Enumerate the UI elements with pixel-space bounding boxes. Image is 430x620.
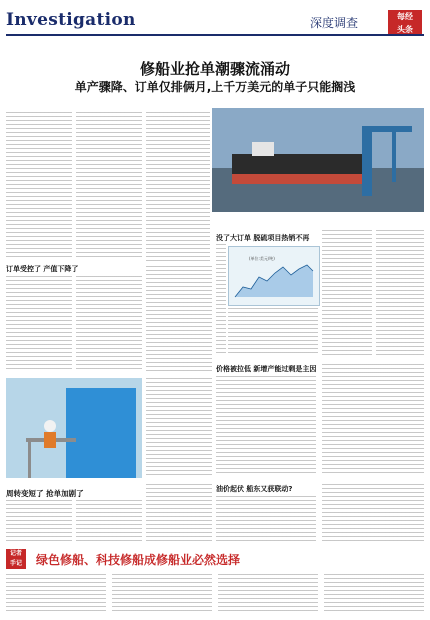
body-text-block [218,574,318,614]
section-title: 深度调查 [310,16,359,30]
body-text-block [324,574,424,614]
body-text-block [6,276,72,372]
body-text-block [146,484,212,544]
section-heading: 没了大订单 脱硫项目热销不再 [216,234,310,242]
headline-main: 修船业抢单潮骤流涌动 [139,60,290,78]
badge-line-1: 每经 [397,12,413,21]
section-heading: 订单受控了 产值下降了 [6,265,79,273]
body-text-block [6,574,106,614]
body-text-block [146,112,210,262]
body-text-block [76,276,142,372]
body-text-block [6,112,72,257]
section-badge [388,10,422,36]
commentary-title: 绿色修船、科技修船成修船业必然选择 [36,553,241,567]
body-text-block [322,484,424,544]
body-text-block [146,378,212,478]
body-text-block [112,574,212,614]
body-text-block [6,500,72,544]
reporter-tag-line-1: 记者 [9,550,22,557]
body-text-block [322,230,372,358]
chart-plot [229,247,319,305]
ship-drydock-photo [212,108,424,212]
body-text-block [376,230,424,358]
price-chart [228,246,320,306]
section-heading: 周转变短了 抢单加剧了 [6,489,84,498]
body-text-block [76,500,142,544]
chart-area [235,265,313,297]
body-text-block [146,266,212,372]
body-text-block [216,496,316,544]
body-text-block [322,364,424,476]
chart-unit: (单位:美元/吨) [249,256,275,261]
headline-sub: 单产骤降、订单仅排俩月,上千万美元的单子只能搁浅 [74,80,356,94]
body-text-block [228,308,318,356]
worker-photo [6,378,142,478]
photo-caption [212,214,424,218]
photo-caption [6,480,142,484]
section-heading: 油价起伏 船东又获联动? [216,485,293,493]
body-text-block [216,376,316,476]
body-text-block [76,112,142,257]
reporter-note-tag [6,549,26,569]
body-text-block [216,244,226,356]
reporter-tag-line-2: 手记 [9,560,22,567]
masthead-rule [6,34,424,36]
section-heading: 价格被拉低 新增产能过剩是主因 [216,365,317,373]
badge-line-2: 头条 [397,25,413,34]
masthead: Investigation [6,10,136,30]
